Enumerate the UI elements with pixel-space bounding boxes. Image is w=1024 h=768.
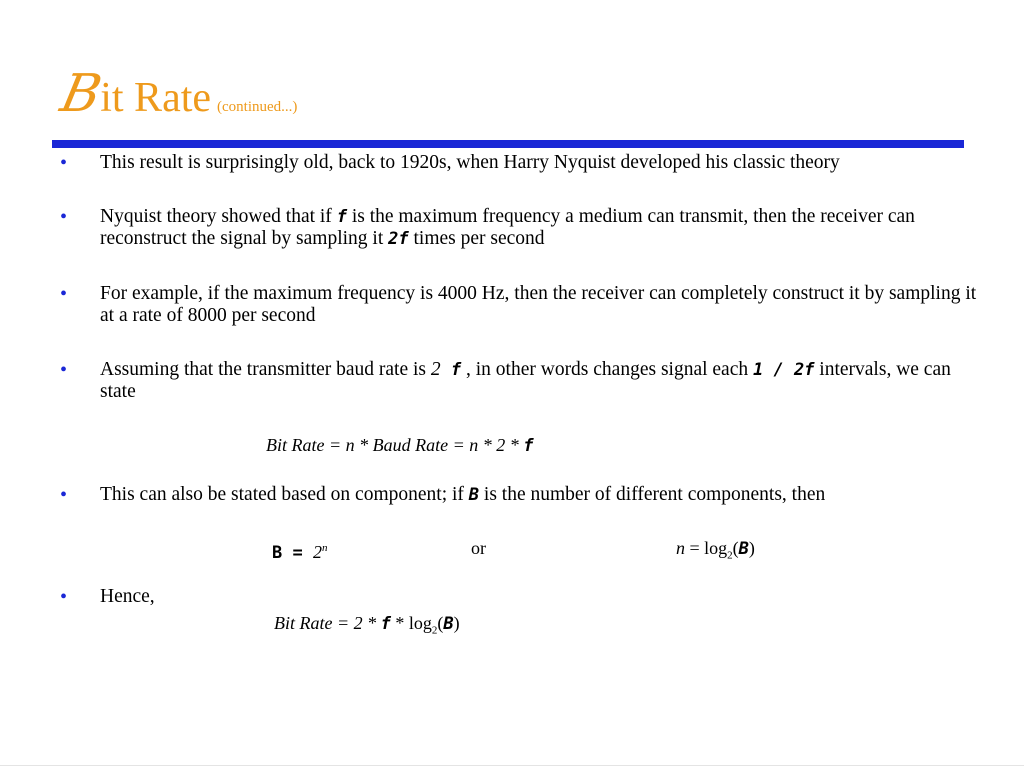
footer-divider xyxy=(0,765,1024,766)
title-subtitle: (continued...) xyxy=(217,99,298,115)
title-underline xyxy=(52,140,964,148)
title-text: it Rate xyxy=(100,75,212,121)
final-bit-rate-equation: Bit Rate = 2 * f * $\log_2(B)$ xyxy=(274,613,460,637)
variable-2f: 2f xyxy=(388,229,409,249)
title-initial: B xyxy=(55,64,107,124)
equation-or: or xyxy=(471,538,486,558)
bullet-text-1: This result is surprisingly old, back to 1920s, when Harry Nyquist developed his classic theory xyxy=(100,152,840,173)
bullet-marker: • xyxy=(60,283,68,305)
slide-title xyxy=(55,64,298,124)
bullet-marker: • xyxy=(60,152,68,174)
bullet-text-2: Nyquist theory showed that if f is the maximum frequency a medium can transmit, then the receiver can reconstruct the signal by sampling it 2f times per second xyxy=(100,206,915,249)
bullet-marker: • xyxy=(60,586,68,608)
bullet-marker: • xyxy=(60,359,68,381)
components-equation-left: $B = 2^n$ xyxy=(272,542,328,563)
bullet-text-5: This can also be stated based on component; if B is the number of different components, then xyxy=(100,484,826,505)
variable-f: f xyxy=(440,360,462,380)
variable-B: B xyxy=(468,485,480,505)
bullet-text-4: Assuming that the transmitter baud rate is 2 f , in other words changes signal each 1 / 2f intervals, we can state xyxy=(100,359,951,402)
variable-f: f xyxy=(336,207,347,227)
bit-rate-equation: Bit Rate = n * Baud Rate = n * 2 * f xyxy=(266,435,534,456)
variable-1-over-2f: 1 / 2f xyxy=(753,360,815,380)
bullet-text-3: For example, if the maximum frequency is 4000 Hz, then the receiver can completely construct it by sampling it at a rate of 8000 per second xyxy=(100,283,977,326)
bullet-text-6: Hence, xyxy=(100,586,155,607)
bullet-marker: • xyxy=(60,206,68,228)
bullet-marker: • xyxy=(60,484,68,506)
components-equation-right: $n = \log_2(B)$ xyxy=(676,538,755,562)
